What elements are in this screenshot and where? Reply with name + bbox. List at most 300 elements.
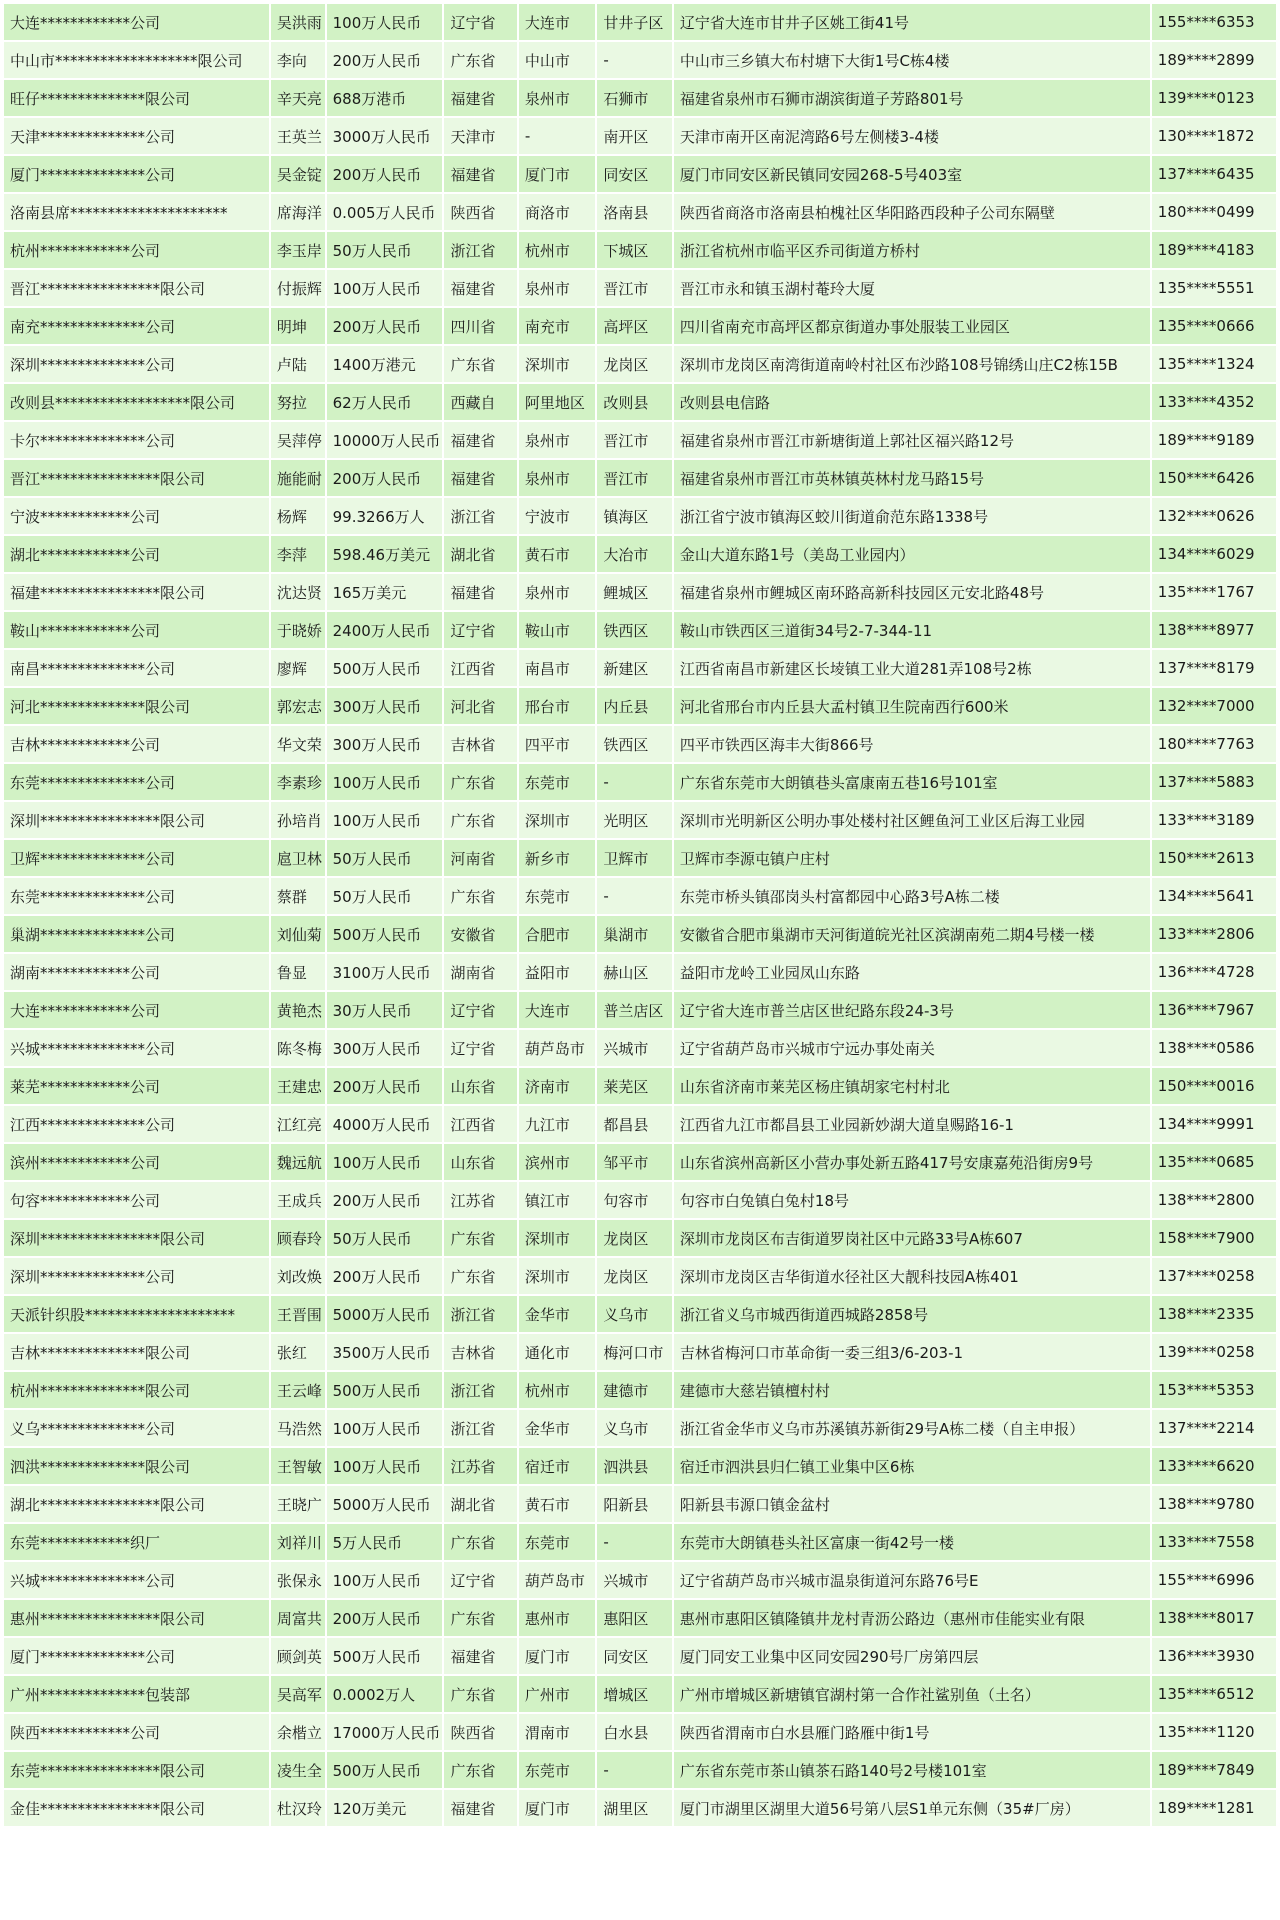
district-cell: 下城区 <box>597 232 671 268</box>
table-row <box>4 384 1276 420</box>
address-cell: 深圳市龙岗区南湾街道南岭村社区布沙路108号锦绣山庄C2栋15B <box>674 346 1150 382</box>
table-row <box>4 1220 1276 1256</box>
province-cell: 辽宁省 <box>444 612 516 648</box>
legal-person-cell: 杨辉 <box>271 498 325 534</box>
legal-person-cell: 王成兵 <box>271 1182 325 1218</box>
province-cell: 福建省 <box>444 80 516 116</box>
district-cell: 湖里区 <box>597 1790 671 1826</box>
address-cell: 益阳市龙岭工业园凤山东路 <box>674 954 1150 990</box>
city-cell: 四平市 <box>519 726 596 762</box>
legal-person-cell: 付振辉 <box>271 270 325 306</box>
table-row <box>4 118 1276 154</box>
registered-capital-cell: 500万人民币 <box>327 916 443 952</box>
province-cell: 山东省 <box>444 1068 516 1104</box>
province-cell: 江苏省 <box>444 1448 516 1484</box>
address-cell: 深圳市龙岗区吉华街道水径社区大靓科技园A栋401 <box>674 1258 1150 1294</box>
province-cell: 福建省 <box>444 460 516 496</box>
registered-capital-cell: 500万人民币 <box>327 650 443 686</box>
table-row <box>4 194 1276 230</box>
company-name-cell: 旺仔**************限公司 <box>4 80 269 116</box>
table-row <box>4 1714 1276 1750</box>
province-cell: 江西省 <box>444 650 516 686</box>
address-cell: 金山大道东路1号（美岛工业园内） <box>674 536 1150 572</box>
registered-capital-cell: 100万人民币 <box>327 1144 443 1180</box>
table-row <box>4 80 1276 116</box>
address-cell: 东莞市桥头镇邵岗头村富都园中心路3号A栋二楼 <box>674 878 1150 914</box>
address-cell: 福建省泉州市晋江市英林镇英林村龙马路15号 <box>674 460 1150 496</box>
legal-person-cell: 王英兰 <box>271 118 325 154</box>
address-cell: 鞍山市铁西区三道街34号2-7-344-11 <box>674 612 1150 648</box>
city-cell: 新乡市 <box>519 840 596 876</box>
company-name-cell: 兴城**************公司 <box>4 1030 269 1066</box>
table-row <box>4 1790 1276 1826</box>
table-row <box>4 954 1276 990</box>
province-cell: 广东省 <box>444 346 516 382</box>
city-cell: 东莞市 <box>519 1752 596 1788</box>
legal-person-cell: 郭宏志 <box>271 688 325 724</box>
registered-capital-cell: 2400万人民币 <box>327 612 443 648</box>
phone-cell: 137****5883 <box>1152 764 1276 800</box>
address-cell: 厦门市湖里区湖里大道56号第八层S1单元东侧（35#厂房） <box>674 1790 1150 1826</box>
city-cell: 中山市 <box>519 42 596 78</box>
company-name-cell: 泗洪**************限公司 <box>4 1448 269 1484</box>
address-cell: 福建省泉州市石狮市湖滨街道子芳路801号 <box>674 80 1150 116</box>
district-cell: 都昌县 <box>597 1106 671 1142</box>
city-cell: 黄石市 <box>519 1486 596 1522</box>
registered-capital-cell: 50万人民币 <box>327 232 443 268</box>
legal-person-cell: 王建忠 <box>271 1068 325 1104</box>
district-cell: 洛南县 <box>597 194 671 230</box>
province-cell: 浙江省 <box>444 1372 516 1408</box>
district-cell: - <box>597 764 671 800</box>
legal-person-cell: 魏远航 <box>271 1144 325 1180</box>
city-cell: 深圳市 <box>519 1220 596 1256</box>
table-row <box>4 536 1276 572</box>
district-cell: 普兰店区 <box>597 992 671 1028</box>
phone-cell: 132****0626 <box>1152 498 1276 534</box>
phone-cell: 135****6512 <box>1152 1676 1276 1712</box>
phone-cell: 136****7967 <box>1152 992 1276 1028</box>
city-cell: 鞍山市 <box>519 612 596 648</box>
table-row <box>4 346 1276 382</box>
district-cell: 晋江市 <box>597 460 671 496</box>
province-cell: 河南省 <box>444 840 516 876</box>
legal-person-cell: 刘仙菊 <box>271 916 325 952</box>
district-cell: 改则县 <box>597 384 671 420</box>
city-cell: 东莞市 <box>519 1524 596 1560</box>
table-row <box>4 1334 1276 1370</box>
registered-capital-cell: 500万人民币 <box>327 1372 443 1408</box>
province-cell: 安徽省 <box>444 916 516 952</box>
address-cell: 惠州市惠阳区镇隆镇井龙村青沥公路边（惠州市佳能实业有限 <box>674 1600 1150 1636</box>
city-cell: 商洛市 <box>519 194 596 230</box>
phone-cell: 137****0258 <box>1152 1258 1276 1294</box>
province-cell: 江苏省 <box>444 1182 516 1218</box>
province-cell: 陕西省 <box>444 194 516 230</box>
district-cell: 义乌市 <box>597 1296 671 1332</box>
registered-capital-cell: 100万人民币 <box>327 1448 443 1484</box>
company-name-cell: 滨州************公司 <box>4 1144 269 1180</box>
address-cell: 厦门同安工业集中区同安园290号厂房第四层 <box>674 1638 1150 1674</box>
city-cell: 泉州市 <box>519 270 596 306</box>
address-cell: 广东省东莞市大朗镇巷头富康南五巷16号101室 <box>674 764 1150 800</box>
table-row <box>4 992 1276 1028</box>
company-name-cell: 东莞**************公司 <box>4 878 269 914</box>
registered-capital-cell: 300万人民币 <box>327 726 443 762</box>
district-cell: 鲤城区 <box>597 574 671 610</box>
legal-person-cell: 于晓娇 <box>271 612 325 648</box>
province-cell: 福建省 <box>444 574 516 610</box>
registered-capital-cell: 1400万港元 <box>327 346 443 382</box>
registered-capital-cell: 200万人民币 <box>327 42 443 78</box>
city-cell: 金华市 <box>519 1410 596 1446</box>
city-cell: 大连市 <box>519 4 596 40</box>
phone-cell: 138****2335 <box>1152 1296 1276 1332</box>
registered-capital-cell: 165万美元 <box>327 574 443 610</box>
legal-person-cell: 张保永 <box>271 1562 325 1598</box>
province-cell: 河北省 <box>444 688 516 724</box>
company-name-cell: 湖南************公司 <box>4 954 269 990</box>
legal-person-cell: 周富共 <box>271 1600 325 1636</box>
phone-cell: 136****3930 <box>1152 1638 1276 1674</box>
table-row <box>4 1448 1276 1484</box>
address-cell: 安徽省合肥市巢湖市天河街道皖光社区滨湖南苑二期4号楼一楼 <box>674 916 1150 952</box>
phone-cell: 189****4183 <box>1152 232 1276 268</box>
province-cell: 浙江省 <box>444 1296 516 1332</box>
province-cell: 湖北省 <box>444 1486 516 1522</box>
phone-cell: 180****0499 <box>1152 194 1276 230</box>
table-row <box>4 1486 1276 1522</box>
phone-cell: 138****8977 <box>1152 612 1276 648</box>
address-cell: 天津市南开区南泥湾路6号左侧楼3-4楼 <box>674 118 1150 154</box>
company-name-cell: 南充**************公司 <box>4 308 269 344</box>
city-cell: 深圳市 <box>519 802 596 838</box>
legal-person-cell: 李素珍 <box>271 764 325 800</box>
legal-person-cell: 华文荣 <box>271 726 325 762</box>
province-cell: 四川省 <box>444 308 516 344</box>
legal-person-cell: 刘改焕 <box>271 1258 325 1294</box>
company-name-cell: 湖北****************限公司 <box>4 1486 269 1522</box>
address-cell: 江西省九江市都昌县工业园新妙湖大道皇赐路16-1 <box>674 1106 1150 1142</box>
registered-capital-cell: 0.0002万人 <box>327 1676 443 1712</box>
table-row <box>4 574 1276 610</box>
legal-person-cell: 杜汉玲 <box>271 1790 325 1826</box>
table-row <box>4 1562 1276 1598</box>
address-cell: 广东省东莞市茶山镇茶石路140号2号楼101室 <box>674 1752 1150 1788</box>
phone-cell: 150****6426 <box>1152 460 1276 496</box>
registered-capital-cell: 300万人民币 <box>327 688 443 724</box>
legal-person-cell: 江红亮 <box>271 1106 325 1142</box>
address-cell: 宿迁市泗洪县归仁镇工业集中区6栋 <box>674 1448 1150 1484</box>
city-cell: 泉州市 <box>519 574 596 610</box>
district-cell: 卫辉市 <box>597 840 671 876</box>
province-cell: 福建省 <box>444 1790 516 1826</box>
legal-person-cell: 李萍 <box>271 536 325 572</box>
registered-capital-cell: 100万人民币 <box>327 1410 443 1446</box>
legal-person-cell: 施能耐 <box>271 460 325 496</box>
legal-person-cell: 顾春玲 <box>271 1220 325 1256</box>
table-row <box>4 422 1276 458</box>
city-cell: 泉州市 <box>519 422 596 458</box>
table-row <box>4 156 1276 192</box>
district-cell: - <box>597 42 671 78</box>
company-name-cell: 金佳****************限公司 <box>4 1790 269 1826</box>
company-name-cell: 厦门**************公司 <box>4 156 269 192</box>
phone-cell: 189****9189 <box>1152 422 1276 458</box>
province-cell: 辽宁省 <box>444 4 516 40</box>
phone-cell: 155****6996 <box>1152 1562 1276 1598</box>
table-row <box>4 1068 1276 1104</box>
city-cell: 镇江市 <box>519 1182 596 1218</box>
city-cell: 益阳市 <box>519 954 596 990</box>
legal-person-cell: 鲁显 <box>271 954 325 990</box>
table-row <box>4 1410 1276 1446</box>
district-cell: 兴城市 <box>597 1562 671 1598</box>
district-cell: 阳新县 <box>597 1486 671 1522</box>
city-cell: 宁波市 <box>519 498 596 534</box>
city-cell: 深圳市 <box>519 346 596 382</box>
registered-capital-cell: 200万人民币 <box>327 308 443 344</box>
province-cell: 福建省 <box>444 270 516 306</box>
registered-capital-cell: 300万人民币 <box>327 1030 443 1066</box>
province-cell: 广东省 <box>444 1220 516 1256</box>
phone-cell: 138****8017 <box>1152 1600 1276 1636</box>
city-cell: 杭州市 <box>519 1372 596 1408</box>
legal-person-cell: 沈达贤 <box>271 574 325 610</box>
district-cell: 龙岗区 <box>597 1258 671 1294</box>
registered-capital-cell: 5000万人民币 <box>327 1296 443 1332</box>
company-name-cell: 惠州****************限公司 <box>4 1600 269 1636</box>
district-cell: 石狮市 <box>597 80 671 116</box>
city-cell: 厦门市 <box>519 156 596 192</box>
phone-cell: 136****4728 <box>1152 954 1276 990</box>
company-name-cell: 福建****************限公司 <box>4 574 269 610</box>
district-cell: 新建区 <box>597 650 671 686</box>
legal-person-cell: 廖辉 <box>271 650 325 686</box>
city-cell: 泉州市 <box>519 80 596 116</box>
phone-cell: 150****2613 <box>1152 840 1276 876</box>
phone-cell: 130****1872 <box>1152 118 1276 154</box>
company-name-cell: 厦门**************公司 <box>4 1638 269 1674</box>
table-row <box>4 1258 1276 1294</box>
legal-person-cell: 李向 <box>271 42 325 78</box>
address-cell: 山东省滨州高新区小营办事处新五路417号安康嘉苑沿街房9号 <box>674 1144 1150 1180</box>
company-name-cell: 深圳****************限公司 <box>4 802 269 838</box>
legal-person-cell: 李玉岸 <box>271 232 325 268</box>
phone-cell: 138****2800 <box>1152 1182 1276 1218</box>
registered-capital-cell: 0.005万人民币 <box>327 194 443 230</box>
province-cell: 广东省 <box>444 1258 516 1294</box>
company-name-cell: 洛南县席********************* <box>4 194 269 230</box>
phone-cell: 189****1281 <box>1152 1790 1276 1826</box>
district-cell: 同安区 <box>597 156 671 192</box>
district-cell: 高坪区 <box>597 308 671 344</box>
legal-person-cell: 吴金锭 <box>271 156 325 192</box>
phone-cell: 155****6353 <box>1152 4 1276 40</box>
table-row <box>4 1600 1276 1636</box>
address-cell: 辽宁省大连市普兰店区世纪路东段24-3号 <box>674 992 1150 1028</box>
registered-capital-cell: 10000万人民币 <box>327 422 443 458</box>
company-name-cell: 吉林**************限公司 <box>4 1334 269 1370</box>
address-cell: 浙江省义乌市城西街道西城路2858号 <box>674 1296 1150 1332</box>
table-row <box>4 1524 1276 1560</box>
province-cell: 广东省 <box>444 1524 516 1560</box>
registered-capital-cell: 200万人民币 <box>327 1068 443 1104</box>
table-row <box>4 1030 1276 1066</box>
district-cell: 大冶市 <box>597 536 671 572</box>
address-cell: 辽宁省葫芦岛市兴城市宁远办事处南关 <box>674 1030 1150 1066</box>
legal-person-cell: 余楷立 <box>271 1714 325 1750</box>
registered-capital-cell: 50万人民币 <box>327 840 443 876</box>
address-cell: 辽宁省大连市甘井子区姚工街41号 <box>674 4 1150 40</box>
phone-cell: 134****9991 <box>1152 1106 1276 1142</box>
address-cell: 卫辉市李源屯镇户庄村 <box>674 840 1150 876</box>
registered-capital-cell: 200万人民币 <box>327 1600 443 1636</box>
province-cell: 天津市 <box>444 118 516 154</box>
province-cell: 福建省 <box>444 156 516 192</box>
legal-person-cell: 凌生全 <box>271 1752 325 1788</box>
address-cell: 建德市大慈岩镇檀村村 <box>674 1372 1150 1408</box>
legal-person-cell: 陈冬梅 <box>271 1030 325 1066</box>
district-cell: 白水县 <box>597 1714 671 1750</box>
district-cell: 龙岗区 <box>597 346 671 382</box>
district-cell: 建德市 <box>597 1372 671 1408</box>
registered-capital-cell: 99.3266万人 <box>327 498 443 534</box>
phone-cell: 133****2806 <box>1152 916 1276 952</box>
city-cell: 渭南市 <box>519 1714 596 1750</box>
phone-cell: 134****6029 <box>1152 536 1276 572</box>
company-name-cell: 大连************公司 <box>4 4 269 40</box>
legal-person-cell: 黄艳杰 <box>271 992 325 1028</box>
table-row <box>4 764 1276 800</box>
city-cell: 大连市 <box>519 992 596 1028</box>
address-cell: 河北省邢台市内丘县大孟村镇卫生院南西行600米 <box>674 688 1150 724</box>
address-cell: 福建省泉州市晋江市新塘街道上郭社区福兴路12号 <box>674 422 1150 458</box>
address-cell: 阳新县韦源口镇金盆村 <box>674 1486 1150 1522</box>
city-cell: 泉州市 <box>519 460 596 496</box>
registered-capital-cell: 3000万人民币 <box>327 118 443 154</box>
phone-cell: 189****2899 <box>1152 42 1276 78</box>
district-cell: - <box>597 1752 671 1788</box>
province-cell: 江西省 <box>444 1106 516 1142</box>
company-name-cell: 晋江****************限公司 <box>4 460 269 496</box>
company-name-cell: 句容************公司 <box>4 1182 269 1218</box>
district-cell: 巢湖市 <box>597 916 671 952</box>
company-name-cell: 陕西************公司 <box>4 1714 269 1750</box>
legal-person-cell: 扈卫林 <box>271 840 325 876</box>
company-name-cell: 东莞************织厂 <box>4 1524 269 1560</box>
province-cell: 广东省 <box>444 42 516 78</box>
address-cell: 四川省南充市高坪区都京街道办事处服装工业园区 <box>674 308 1150 344</box>
table-body <box>4 4 1276 1826</box>
city-cell: 宿迁市 <box>519 1448 596 1484</box>
registered-capital-cell: 598.46万美元 <box>327 536 443 572</box>
province-cell: 浙江省 <box>444 1410 516 1446</box>
district-cell: 义乌市 <box>597 1410 671 1446</box>
legal-person-cell: 张红 <box>271 1334 325 1370</box>
address-cell: 浙江省宁波市镇海区蛟川街道俞范东路1338号 <box>674 498 1150 534</box>
table-row <box>4 232 1276 268</box>
address-cell: 陕西省商洛市洛南县柏槐社区华阳路西段种子公司东隔壁 <box>674 194 1150 230</box>
phone-cell: 150****0016 <box>1152 1068 1276 1104</box>
company-name-cell: 卫辉**************公司 <box>4 840 269 876</box>
phone-cell: 180****7763 <box>1152 726 1276 762</box>
legal-person-cell: 努拉 <box>271 384 325 420</box>
city-cell: 广州市 <box>519 1676 596 1712</box>
phone-cell: 135****1767 <box>1152 574 1276 610</box>
table-row <box>4 612 1276 648</box>
city-cell: 深圳市 <box>519 1258 596 1294</box>
province-cell: 辽宁省 <box>444 1030 516 1066</box>
table-row <box>4 1106 1276 1142</box>
table-row <box>4 1372 1276 1408</box>
city-cell: 厦门市 <box>519 1638 596 1674</box>
table-row <box>4 878 1276 914</box>
city-cell: 九江市 <box>519 1106 596 1142</box>
district-cell: 甘井子区 <box>597 4 671 40</box>
phone-cell: 189****7849 <box>1152 1752 1276 1788</box>
phone-cell: 139****0258 <box>1152 1334 1276 1370</box>
city-cell: 杭州市 <box>519 232 596 268</box>
province-cell: 广东省 <box>444 1752 516 1788</box>
district-cell: 惠阳区 <box>597 1600 671 1636</box>
address-cell: 浙江省金华市义乌市苏溪镇苏新街29号A栋二楼（自主申报） <box>674 1410 1150 1446</box>
company-name-cell: 江西**************公司 <box>4 1106 269 1142</box>
district-cell: 梅河口市 <box>597 1334 671 1370</box>
province-cell: 广东省 <box>444 802 516 838</box>
phone-cell: 135****5551 <box>1152 270 1276 306</box>
province-cell: 西藏自 <box>444 384 516 420</box>
city-cell: 东莞市 <box>519 878 596 914</box>
district-cell: 邹平市 <box>597 1144 671 1180</box>
district-cell: 镇海区 <box>597 498 671 534</box>
district-cell: 龙岗区 <box>597 1220 671 1256</box>
address-cell: 深圳市龙岗区布吉街道罗岗社区中元路33号A栋607 <box>674 1220 1150 1256</box>
company-name-cell: 晋江****************限公司 <box>4 270 269 306</box>
table-row <box>4 1638 1276 1674</box>
registered-capital-cell: 200万人民币 <box>327 1182 443 1218</box>
address-cell: 厦门市同安区新民镇同安园268-5号403室 <box>674 156 1150 192</box>
company-name-cell: 深圳**************公司 <box>4 1258 269 1294</box>
company-name-cell: 杭州**************限公司 <box>4 1372 269 1408</box>
table-row <box>4 1144 1276 1180</box>
registered-capital-cell: 120万美元 <box>327 1790 443 1826</box>
table-row <box>4 916 1276 952</box>
company-name-cell: 义乌**************公司 <box>4 1410 269 1446</box>
province-cell: 福建省 <box>444 422 516 458</box>
city-cell: 合肥市 <box>519 916 596 952</box>
city-cell: 南充市 <box>519 308 596 344</box>
phone-cell: 138****9780 <box>1152 1486 1276 1522</box>
address-cell: 东莞市大朗镇巷头社区富康一街42号一楼 <box>674 1524 1150 1560</box>
address-cell: 四平市铁西区海丰大街866号 <box>674 726 1150 762</box>
city-cell: 东莞市 <box>519 764 596 800</box>
phone-cell: 133****6620 <box>1152 1448 1276 1484</box>
phone-cell: 133****3189 <box>1152 802 1276 838</box>
address-cell: 吉林省梅河口市革命街一委三组3/6-203-1 <box>674 1334 1150 1370</box>
company-name-cell: 东莞**************公司 <box>4 764 269 800</box>
phone-cell: 137****6435 <box>1152 156 1276 192</box>
table-row <box>4 726 1276 762</box>
province-cell: 广东省 <box>444 764 516 800</box>
phone-cell: 133****7558 <box>1152 1524 1276 1560</box>
district-cell: 铁西区 <box>597 726 671 762</box>
province-cell: 浙江省 <box>444 498 516 534</box>
legal-person-cell: 蔡群 <box>271 878 325 914</box>
table-row <box>4 308 1276 344</box>
city-cell: 阿里地区 <box>519 384 596 420</box>
district-cell: 句容市 <box>597 1182 671 1218</box>
